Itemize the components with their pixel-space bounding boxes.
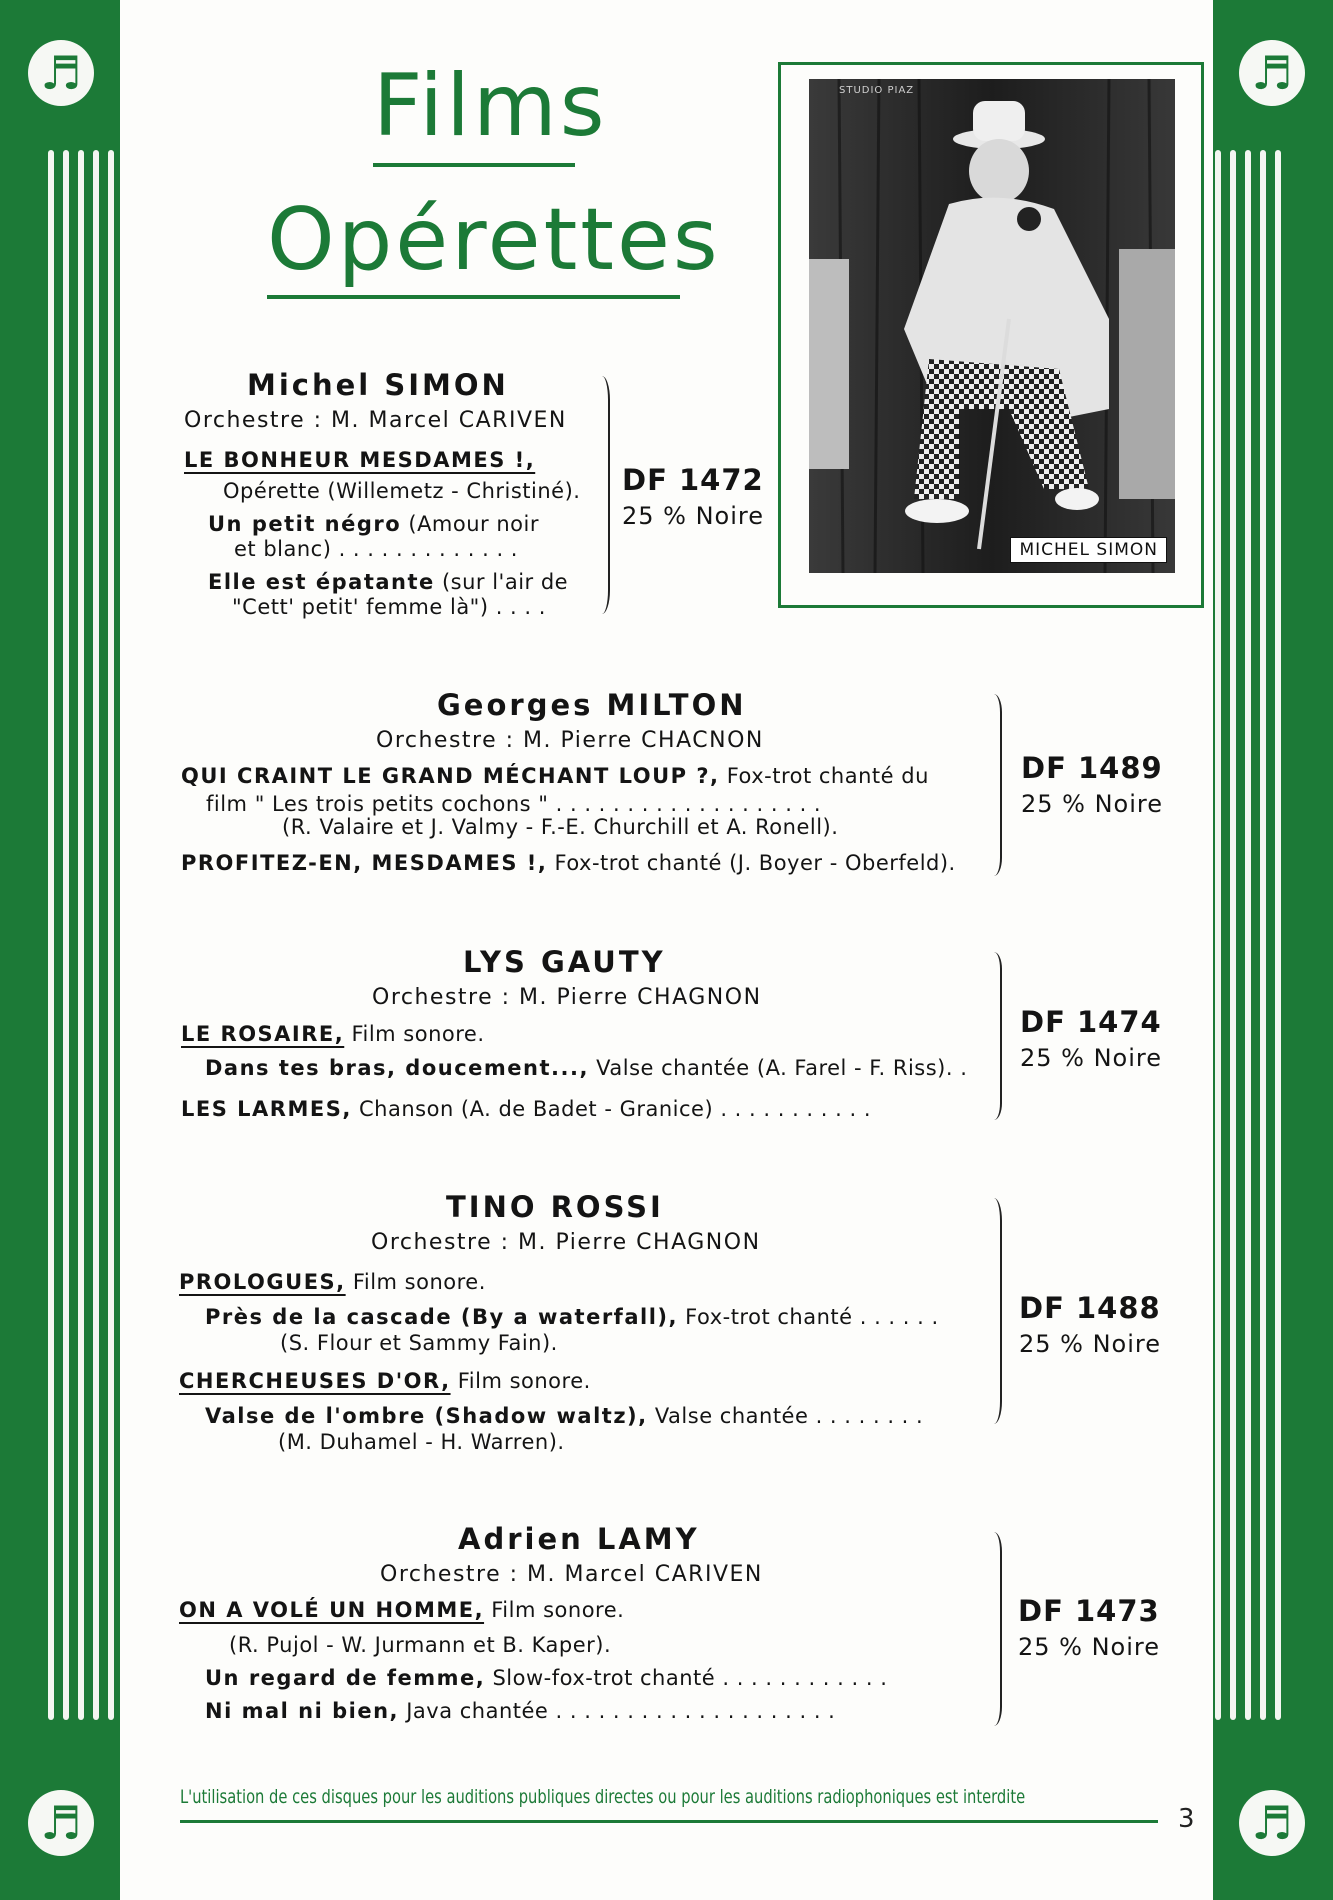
- track-line: (R. Valaire et J. Valmy - F.-E. Churchill et A. Ronell).: [282, 815, 839, 839]
- music-note-icon: ♬: [1239, 1790, 1305, 1856]
- page-number: 3: [1178, 1804, 1195, 1834]
- footer-rule: [180, 1820, 1158, 1823]
- legal-notice: L'utilisation de ces disques pour les auditions publiques directes ou pour les auditions radiophoniques est interdite: [180, 1786, 1026, 1808]
- artist-name: LYS GAUTY: [463, 945, 666, 979]
- track-line: CHERCHEUSES D'OR, Film sonore.: [179, 1369, 591, 1393]
- track-line: (M. Duhamel - H. Warren).: [278, 1430, 565, 1454]
- bracket: [986, 1532, 1002, 1726]
- track-line: LES LARMES, Chanson (A. de Badet - Granice) . . . . . . . . . . .: [181, 1097, 872, 1121]
- track-line: film " Les trois petits cochons " . . . . . . . . . . . . . . . . . . .: [206, 792, 822, 816]
- catalog-number: DF 1488: [1019, 1291, 1161, 1325]
- catalog-number: DF 1489: [1021, 751, 1163, 785]
- orchestra-credit: Orchestre : M. Pierre CHAGNON: [371, 1230, 761, 1255]
- orchestra-credit: Orchestre : M. Marcel CARIVEN: [380, 1562, 763, 1587]
- artist-photo: [809, 79, 1175, 573]
- artist-name: Georges MILTON: [437, 688, 747, 722]
- photo-caption: MICHEL SIMON: [1010, 537, 1167, 563]
- track-line: LE ROSAIRE, Film sonore.: [181, 1022, 485, 1046]
- man-in-hat-illustration-icon: [809, 79, 1175, 573]
- track-line: et blanc) . . . . . . . . . . . . .: [234, 537, 518, 561]
- left-border-stripes: [48, 150, 118, 1720]
- left-border: [0, 0, 120, 1900]
- bracket: [594, 376, 610, 614]
- title-underline: [267, 295, 680, 299]
- bracket: [986, 694, 1002, 876]
- page-title-line1: Films: [373, 56, 608, 156]
- track-line: Valse de l'ombre (Shadow waltz), Valse chantée . . . . . . . .: [205, 1404, 924, 1428]
- music-note-icon: ♬: [28, 40, 94, 106]
- catalog-number: DF 1474: [1020, 1005, 1162, 1039]
- orchestra-credit: Orchestre : M. Marcel CARIVEN: [184, 408, 567, 433]
- catalog-number: DF 1472: [622, 463, 764, 497]
- music-note-icon: ♬: [1239, 40, 1305, 106]
- page-title-line2: Opérettes: [267, 190, 721, 290]
- track-line: "Cett' petit' femme là") . . . .: [232, 595, 546, 619]
- artist-name: Adrien LAMY: [458, 1522, 700, 1556]
- orchestra-credit: Orchestre : M. Pierre CHACNON: [376, 728, 764, 753]
- track-line: ON A VOLÉ UN HOMME, Film sonore.: [179, 1598, 625, 1622]
- orchestra-credit: Orchestre : M. Pierre CHAGNON: [372, 985, 762, 1010]
- price-label: 25 % Noire: [1018, 1633, 1161, 1661]
- price-label: 25 % Noire: [1019, 1330, 1162, 1358]
- track-line: Dans tes bras, doucement..., Valse chantée (A. Farel - F. Riss). .: [205, 1056, 968, 1080]
- track-line: Elle est épatante (sur l'air de: [208, 570, 569, 594]
- music-note-icon: ♬: [28, 1790, 94, 1856]
- right-border: [1213, 0, 1333, 1900]
- track-line: Opérette (Willemetz - Christiné).: [223, 479, 581, 503]
- track-line: Un regard de femme, Slow-fox-trot chanté . . . . . . . . . . . .: [205, 1666, 888, 1690]
- catalog-number: DF 1473: [1018, 1594, 1160, 1628]
- artist-name: TINO ROSSI: [446, 1190, 664, 1224]
- bracket: [986, 1198, 1002, 1424]
- price-label: 25 % Noire: [1020, 1044, 1163, 1072]
- track-line: PROFITEZ-EN, MESDAMES !, Fox-trot chanté (J. Boyer - Oberfeld).: [181, 851, 956, 875]
- track-line: Près de la cascade (By a waterfall), Fox-trot chanté . . . . . .: [205, 1305, 939, 1329]
- track-line: (S. Flour et Sammy Fain).: [280, 1331, 558, 1355]
- track-line: Un petit négro (Amour noir: [208, 512, 539, 536]
- price-label: 25 % Noire: [1021, 790, 1164, 818]
- studio-credit: STUDIO PIAZ: [839, 85, 915, 96]
- artist-name: Michel SIMON: [247, 368, 509, 402]
- track-line: Ni mal ni bien, Java chantée . . . . . . . . . . . . . . . . . . . .: [205, 1699, 836, 1723]
- right-border-stripes: [1215, 150, 1285, 1720]
- price-label: 25 % Noire: [622, 502, 765, 530]
- track-line: QUI CRAINT LE GRAND MÉCHANT LOUP ?, Fox-trot chanté du: [181, 764, 929, 788]
- track-line: (R. Pujol - W. Jurmann et B. Kaper).: [229, 1633, 612, 1657]
- bracket: [986, 952, 1002, 1120]
- photo-frame: [778, 62, 1204, 608]
- track-line: LE BONHEUR MESDAMES !,: [184, 448, 536, 472]
- track-line: PROLOGUES, Film sonore.: [179, 1270, 486, 1294]
- title-underline: [373, 163, 575, 167]
